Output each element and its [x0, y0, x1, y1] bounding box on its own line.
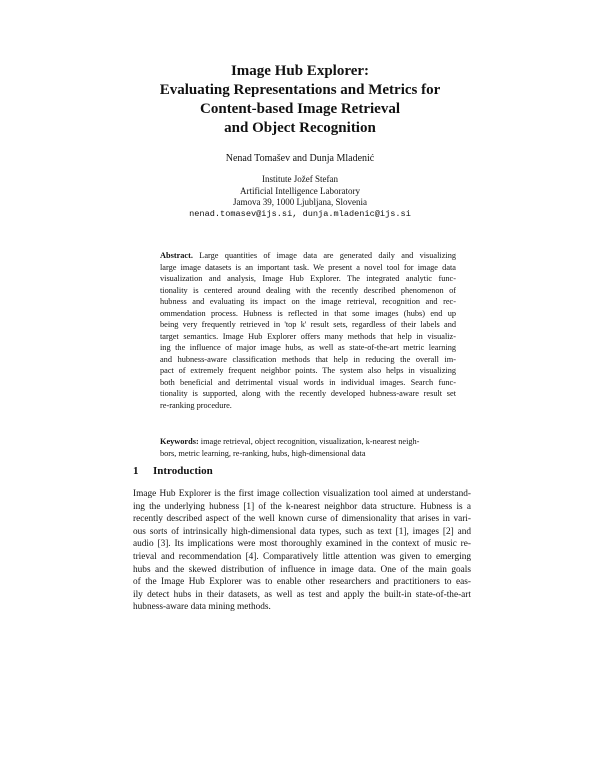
intro-line: trieval and recommendation [4]. Comparatively little attention was given to emerging: [133, 551, 471, 562]
section-title: Introduction: [153, 465, 213, 477]
section-heading: [133, 465, 213, 477]
affiliation-address: Jamova 39, 1000 Ljubljana, Slovenia: [233, 197, 367, 207]
intro-line: ous sorts of intrinsically high-dimensional data types, such as text [1], images [2] and: [133, 526, 471, 537]
affiliation-lab: Artificial Intelligence Laboratory: [240, 185, 360, 196]
authors: Nenad Tomašev and Dunja Mladenić: [225, 153, 375, 164]
affiliation: [0, 174, 600, 220]
abstract-line: ing the influence of major image hubs, as well as state-of-the-art metric learning: [160, 343, 456, 352]
abstract-label: Abstract.: [160, 251, 193, 260]
abstract-line: Abstract. Large quantities of image data are generated daily and visualizing: [160, 251, 456, 260]
abstract-line: tionality is supported, along with the recently developed hubness-aware result set: [160, 389, 456, 398]
abstract-line: target semantics. Image Hub Explorer offers many methods that help in visualiz-: [160, 331, 456, 341]
abstract-line: visualization and analysis, Image Hub Explorer. The integrated analytic func-: [160, 274, 456, 283]
abstract-line: pact of extremely frequent neighbor points. The system also helps in visualizing: [160, 366, 456, 375]
title-line-1: Image Hub Explorer:: [230, 63, 370, 79]
abstract-line: and hubness-aware classification methods that help in reducing the overall im-: [160, 354, 456, 364]
intro-line: recently described aspect of the well known curse of dimensionality that arises in vari-: [133, 514, 471, 525]
intro-line: Image Hub Explorer is the first image collection visualization tool aimed at understand-: [133, 489, 471, 499]
abstract-line: tionality is centered around dealing with the recently described phenomenon of: [160, 285, 456, 295]
abstract-line: ommendation process. Hubness is reflected in that some images (hubs) end up: [160, 308, 456, 318]
title-line-3: Content-based Image Retrieval: [200, 101, 400, 117]
abstract-line: being very frequently retrieved in 'top k' result sets, regardless of their labels and: [160, 320, 456, 329]
abstract-line: re-ranking procedure.: [160, 400, 232, 410]
intro-paragraph: [133, 488, 471, 614]
keywords-line: bors, metric learning, re-ranking, hubs, high-dimensional data: [160, 448, 366, 458]
keywords-line: Keywords: image retrieval, object recognition, visualization, k-nearest neigh-: [160, 437, 420, 446]
keywords: [160, 436, 456, 459]
intro-line: ily detect hubs in their datasets, as well as test and apply the built-in state-of-the-art: [133, 589, 471, 600]
title-line-4: and Object Recognition: [224, 120, 376, 136]
paper-title: [0, 62, 600, 138]
abstract-line: large image datasets is an important task. We present a novel tool for image data: [160, 262, 456, 272]
title-line-2: Evaluating Representations and Metrics for: [159, 82, 441, 98]
affiliation-emails: nenad.tomasev@ijs.si, dunja.mladenic@ijs.si: [189, 208, 411, 219]
abstract: [160, 250, 456, 411]
intro-line: hubness-aware data mining methods.: [133, 602, 271, 613]
intro-line: of the Image Hub Explorer was to enable other researchers and practitioners to eas-: [133, 577, 471, 588]
intro-line: hubs and the skewed distribution of influence in image data. One of the main goals: [133, 564, 471, 575]
section-number: 1: [133, 465, 139, 477]
intro-line: ing the underlying hubness [1] of the k-nearest neighbor data structure. Hubness is a: [133, 501, 471, 512]
intro-line: audio [3]. Its implications were most thoroughly examined in the context of music re-: [133, 539, 471, 550]
abstract-line: both beneficial and detrimental visual words in individual images. Search func-: [160, 377, 456, 387]
abstract-line: hubness and evaluating its impact on the image retrieval, recognition and rec-: [160, 297, 456, 306]
affiliation-institute: Institute Jožef Stefan: [262, 174, 338, 184]
keywords-label: Keywords:: [160, 437, 199, 446]
